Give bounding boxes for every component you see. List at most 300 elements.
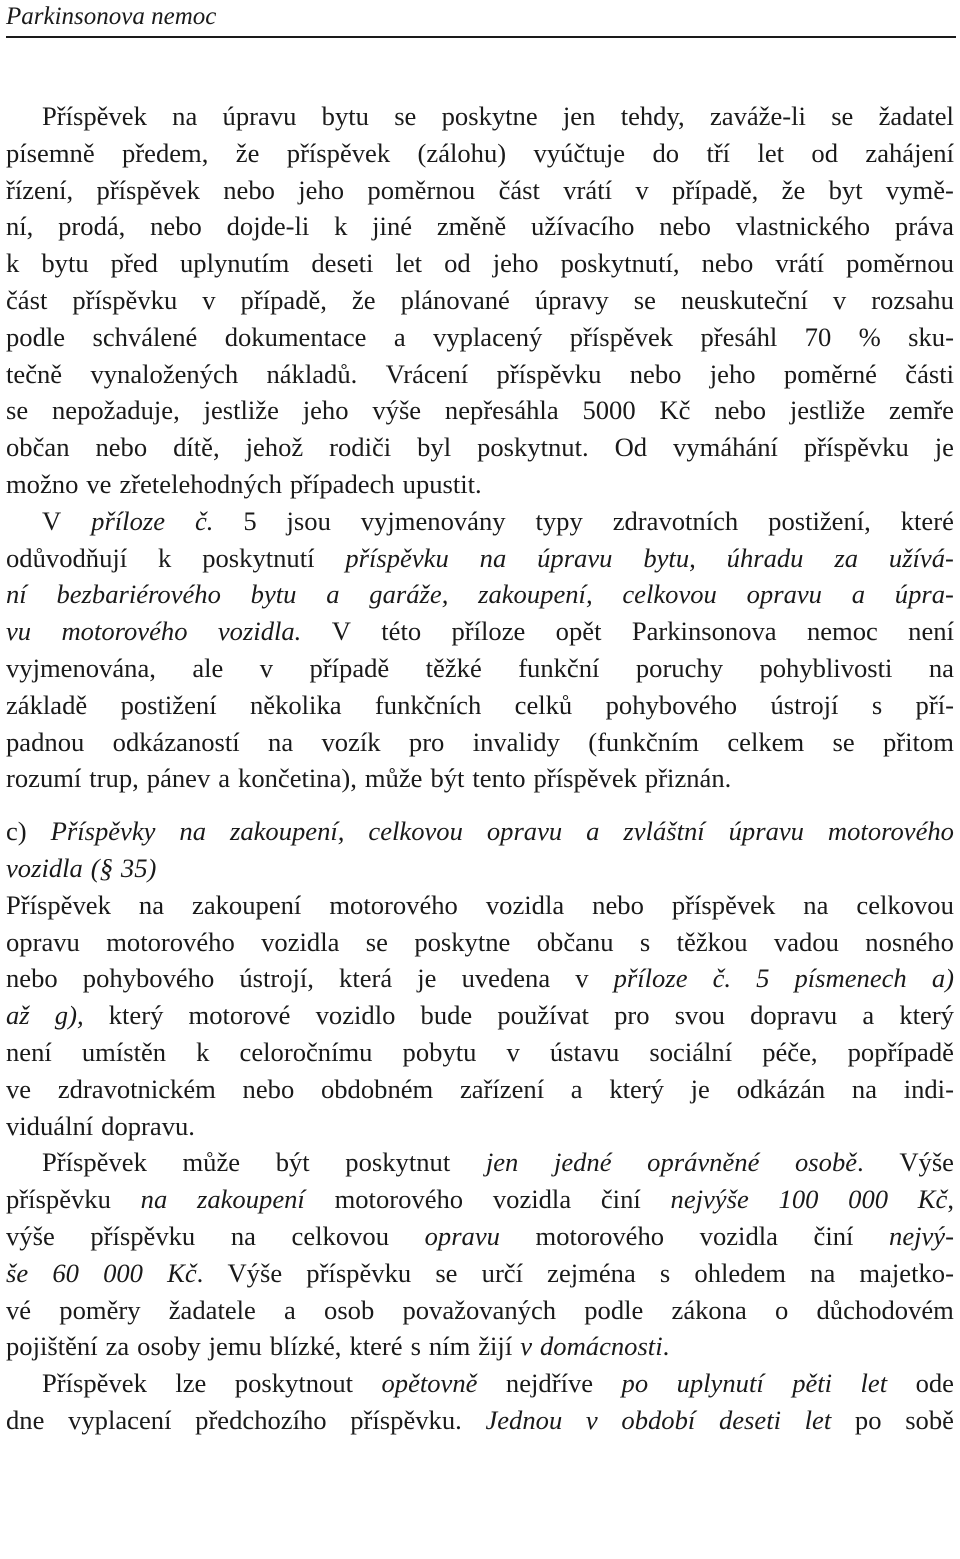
text-run: na: [268, 726, 294, 757]
word: [859, 319, 881, 356]
word: [42, 98, 147, 135]
text-run: k: [196, 1036, 210, 1067]
text-run: úpravu: [222, 101, 297, 131]
text-run: v: [635, 174, 649, 205]
text-line: [6, 1218, 954, 1255]
italic-text: 000: [848, 1184, 889, 1215]
word: [209, 1328, 262, 1365]
text-run: nákladů.: [266, 358, 358, 389]
word: [828, 813, 954, 850]
text-run: předchozího: [195, 1404, 327, 1435]
word: [852, 1071, 877, 1108]
text-run: nepožaduje,: [51, 395, 180, 426]
text-line: [6, 429, 954, 466]
text-line: [6, 1255, 954, 1292]
word: [6, 887, 111, 924]
text-run: před: [110, 248, 158, 279]
word: [6, 924, 80, 961]
word: [394, 98, 416, 135]
word: [677, 924, 748, 961]
word: [480, 540, 507, 577]
text-run: být: [275, 1147, 310, 1178]
word: [497, 356, 602, 393]
word: [6, 687, 87, 724]
italic-text: celkovou: [368, 816, 463, 847]
word: [41, 245, 88, 282]
text-run: pohybového: [605, 689, 738, 720]
text-run: majetko-: [859, 1257, 954, 1288]
word: [460, 1071, 544, 1108]
word: [369, 576, 448, 613]
word: [6, 356, 62, 393]
word: [349, 1328, 402, 1365]
word: [195, 1402, 326, 1439]
text-run: vadou: [773, 926, 839, 957]
word: [414, 924, 510, 961]
text-run: Výše: [227, 1257, 283, 1288]
word: [901, 503, 954, 540]
word: [762, 1034, 817, 1071]
word: [606, 687, 737, 724]
word: [445, 392, 559, 429]
word: [899, 997, 954, 1034]
text-run: deseti: [311, 248, 374, 279]
italic-text: č.: [194, 505, 214, 536]
text-run: úpravy: [534, 284, 609, 315]
word: [540, 1328, 669, 1365]
text-run: nebo: [95, 432, 148, 463]
word: [659, 208, 711, 245]
word: [929, 650, 954, 687]
text-line: [6, 650, 954, 687]
text-run: padnou: [6, 726, 85, 757]
text-line: [6, 760, 954, 797]
text-run: poměrnou: [846, 248, 954, 279]
word: [417, 960, 436, 997]
word: [316, 997, 396, 1034]
word: [6, 1034, 52, 1071]
text-run: občan: [6, 432, 70, 463]
word: [588, 724, 699, 761]
italic-text: na: [179, 816, 207, 847]
word: [6, 1108, 93, 1145]
word: [729, 813, 804, 850]
text-run: případě,: [240, 284, 327, 315]
text-run: postižení: [120, 689, 217, 720]
word: [329, 429, 391, 466]
word: [614, 960, 688, 997]
word: [42, 1365, 147, 1402]
italic-text: motorového: [827, 816, 954, 847]
text-run: podle: [6, 321, 66, 352]
word: [700, 1218, 778, 1255]
text-run: po: [854, 1404, 882, 1435]
text-run: pohyblivosti: [759, 652, 893, 683]
text-run: v: [259, 652, 274, 683]
word: [261, 924, 339, 961]
word: [486, 1144, 519, 1181]
word: [556, 613, 602, 650]
italic-text: bytu,: [643, 542, 696, 573]
word: [411, 1328, 421, 1365]
text-run: používat: [497, 1000, 589, 1031]
text-run: jestliže: [789, 395, 866, 426]
text-run: není: [6, 1036, 52, 1067]
text-run: pro: [614, 1000, 650, 1031]
word: [284, 1292, 296, 1329]
text-line: [6, 1181, 954, 1218]
text-run: s: [639, 926, 651, 957]
text-run: a: [284, 1294, 296, 1325]
text-run: na: [928, 652, 954, 683]
word: [276, 1144, 310, 1181]
word: [368, 813, 463, 850]
word: [175, 1365, 206, 1402]
word: [518, 650, 599, 687]
text-run: poskytne: [414, 926, 511, 957]
word: [401, 282, 510, 319]
text-run: nebo: [150, 211, 202, 242]
word: [883, 724, 954, 761]
word: [895, 576, 954, 613]
word: [270, 1328, 342, 1365]
text-run: vyjmenovány: [360, 505, 506, 536]
word: [92, 319, 197, 356]
text-run: motorového: [535, 1220, 665, 1251]
text-run: vé: [6, 1294, 32, 1325]
text-run: .: [857, 1147, 864, 1178]
text-run: možno: [6, 468, 79, 499]
italic-text: za: [834, 542, 859, 573]
word: [425, 1218, 500, 1255]
italic-text: oprávněné: [647, 1147, 760, 1178]
italic-text: domácnosti: [539, 1331, 663, 1362]
italic-text: nejvýše: [670, 1184, 749, 1215]
text-run: indi-: [903, 1073, 954, 1104]
word: [417, 429, 451, 466]
text-run: schválené: [92, 321, 198, 352]
text-run: pohybového: [82, 963, 215, 994]
text-run: příspěvku: [306, 1257, 412, 1288]
text-run: na: [851, 1073, 877, 1104]
italic-text: Kč: [167, 1257, 197, 1288]
word: [462, 960, 551, 997]
word: [905, 356, 954, 393]
text-run: vymě-: [885, 174, 954, 205]
word: [782, 172, 806, 209]
word: [42, 503, 61, 540]
text-run: rodiči: [329, 432, 392, 463]
word: [623, 813, 704, 850]
text-run: zdravotnickém: [57, 1073, 216, 1104]
text-run: jeho: [709, 358, 756, 389]
text-run: činí: [600, 1184, 641, 1215]
italic-text: let: [804, 1404, 832, 1435]
word: [497, 997, 589, 1034]
text-run: za: [105, 1331, 130, 1362]
text-run: že: [781, 174, 806, 205]
word: [6, 813, 27, 850]
word: [121, 687, 217, 724]
section-gap: [6, 797, 954, 813]
italic-text: garáže,: [369, 579, 449, 610]
word: [832, 724, 854, 761]
word: [673, 429, 778, 466]
word: [303, 392, 349, 429]
text-run: části: [905, 358, 954, 389]
text-run: dopravu: [750, 1000, 838, 1031]
word: [632, 613, 777, 650]
word: [805, 1402, 832, 1439]
text-run: vlastnického: [735, 211, 871, 242]
italic-text: ní: [6, 579, 27, 610]
word: [534, 760, 637, 797]
word: [486, 887, 564, 924]
text-run: opět: [555, 616, 602, 647]
text-run: změně: [436, 211, 507, 242]
word: [775, 245, 824, 282]
text-line: [6, 960, 954, 997]
word: [879, 98, 954, 135]
word: [586, 1402, 598, 1439]
word: [889, 540, 954, 577]
word: [366, 924, 388, 961]
text-line: [6, 208, 954, 245]
word: [630, 356, 682, 393]
text-line: [6, 319, 954, 356]
word: [6, 1255, 28, 1292]
word: [95, 429, 147, 466]
italic-text: vozidla.: [217, 616, 302, 647]
italic-text: 5: [756, 963, 770, 994]
word: [223, 98, 297, 135]
text-run: dokumentace: [224, 321, 367, 352]
word: [756, 960, 769, 997]
text-run: jiné: [372, 211, 413, 242]
text-run: nebo: [592, 889, 644, 920]
word: [622, 576, 717, 613]
text-run: prodá,: [58, 211, 126, 242]
word: [694, 1255, 786, 1292]
text-run: zařízení: [459, 1073, 545, 1104]
word: [119, 466, 281, 503]
text-run: dítě,: [173, 432, 220, 463]
word: [68, 1402, 171, 1439]
word: [575, 960, 588, 997]
text-run: může: [364, 763, 423, 794]
italic-text: na: [140, 1184, 168, 1215]
word: [372, 392, 421, 429]
word: [563, 98, 596, 135]
text-line: [6, 576, 954, 613]
italic-text: úhradu: [726, 542, 804, 573]
word: [834, 540, 858, 577]
word: [862, 997, 874, 1034]
word: [180, 245, 289, 282]
word: [855, 1402, 882, 1439]
italic-text: (§: [90, 852, 113, 883]
text-run: výše: [372, 395, 422, 426]
text-run: Příspěvek: [42, 1147, 147, 1178]
word: [615, 429, 648, 466]
italic-text: opětovně: [381, 1368, 478, 1399]
text-run: Příspěvek: [42, 101, 147, 131]
text-run: že: [235, 137, 260, 168]
word: [426, 650, 482, 687]
word: [290, 466, 395, 503]
word: [82, 1034, 166, 1071]
word: [932, 960, 954, 997]
text-run: není: [908, 616, 954, 647]
text-line: [6, 687, 954, 724]
italic-text: nejvý-: [889, 1220, 954, 1251]
text-run: let: [395, 248, 423, 279]
word: [750, 997, 837, 1034]
word: [106, 1328, 130, 1365]
text-run: vozidla: [485, 889, 565, 920]
word: [792, 1365, 832, 1402]
text-line: [6, 356, 954, 393]
word: [227, 1255, 282, 1292]
text-run: je: [690, 1073, 710, 1104]
word: [916, 687, 954, 724]
text-line: [6, 1402, 954, 1439]
text-run: ústavu: [549, 1036, 620, 1067]
text-run: na: [810, 1257, 836, 1288]
word: [805, 319, 832, 356]
text-run: motorového: [106, 926, 235, 957]
text-run: určí: [481, 1257, 523, 1288]
word: [202, 282, 215, 319]
text-run: žijí: [478, 1331, 513, 1362]
word: [91, 503, 165, 540]
text-run: jestliže: [203, 395, 279, 426]
text-run: řízení,: [6, 174, 74, 205]
word: [531, 208, 634, 245]
text-run: od: [444, 248, 471, 279]
text-run: činí: [813, 1220, 854, 1251]
word: [122, 135, 208, 172]
word: [706, 135, 730, 172]
text-run: odkázaností: [112, 726, 240, 757]
word: [103, 1255, 143, 1292]
text-run: se: [831, 101, 854, 131]
word: [345, 540, 448, 577]
text-run: se: [633, 284, 656, 315]
text-run: důchodovém: [816, 1294, 954, 1325]
text-run: vozidla: [492, 1184, 572, 1215]
text-run: postižení,: [768, 505, 871, 536]
word: [515, 687, 573, 724]
word: [865, 924, 954, 961]
text-line: [6, 540, 954, 577]
text-run: příspěvku: [6, 1184, 111, 1215]
word: [621, 1402, 695, 1439]
text-run: písemně: [6, 137, 95, 168]
word: [614, 997, 649, 1034]
text-run: vozík: [321, 726, 381, 757]
word: [6, 1328, 98, 1365]
word: [856, 887, 953, 924]
text-run: ale: [192, 652, 224, 683]
word: [848, 1181, 888, 1218]
word: [833, 282, 846, 319]
word: [643, 540, 695, 577]
text-run: nebo: [629, 358, 682, 389]
word: [90, 356, 238, 393]
text-line: [6, 172, 954, 209]
italic-text: a: [586, 816, 600, 847]
text-run: těžké: [425, 652, 482, 683]
text-run: vrátí: [775, 248, 825, 279]
italic-text: deseti: [718, 1404, 781, 1435]
text-line: [6, 282, 954, 319]
text-run: která: [339, 963, 393, 994]
text-run: vozidla: [261, 926, 340, 957]
word: [409, 724, 444, 761]
word: [702, 245, 754, 282]
italic-text: až: [6, 1000, 30, 1031]
word: [189, 997, 291, 1034]
word: [472, 760, 525, 797]
text-run: být: [430, 763, 465, 794]
text-run: vymáhání: [673, 432, 778, 463]
text-run: se: [435, 1257, 458, 1288]
text-run: o: [775, 1294, 789, 1325]
word: [173, 429, 220, 466]
word: [72, 282, 177, 319]
word: [227, 208, 310, 245]
text-run: poměrnou: [367, 174, 476, 205]
word: [727, 724, 804, 761]
word: [51, 813, 156, 850]
italic-text: osobě: [795, 1147, 858, 1178]
text-run: dopravu.: [101, 1110, 195, 1141]
text-run: sociální: [649, 1036, 733, 1067]
word: [321, 1071, 433, 1108]
word: [6, 208, 33, 245]
text-run: celkovou: [291, 1220, 390, 1251]
word: [204, 392, 279, 429]
word: [710, 98, 806, 135]
text-run: .: [196, 1257, 204, 1288]
word: [260, 650, 273, 687]
italic-text: užívá-: [888, 542, 954, 573]
text-run: případě,: [671, 174, 759, 205]
text-line: [6, 245, 954, 282]
word: [714, 392, 766, 429]
word: [6, 540, 127, 577]
italic-text: písmenech: [794, 963, 907, 994]
text-run: vyjmenována,: [6, 652, 156, 683]
text-run: funkčních: [374, 689, 482, 720]
italic-text: zakoupení,: [229, 816, 345, 847]
word: [109, 997, 164, 1034]
word: [675, 997, 725, 1034]
word: [520, 1328, 532, 1365]
text-run: v: [575, 963, 589, 994]
word: [859, 1255, 954, 1292]
text-run: případě: [309, 652, 390, 683]
text-run: motorového: [329, 889, 458, 920]
text-run: zemře: [889, 395, 954, 426]
text-run: zakoupení: [192, 889, 302, 920]
text-run: příspěvku.: [350, 1404, 462, 1435]
word: [386, 356, 469, 393]
text-run: do: [652, 137, 680, 168]
text-run: těžkou: [676, 926, 748, 957]
word: [671, 1181, 749, 1218]
